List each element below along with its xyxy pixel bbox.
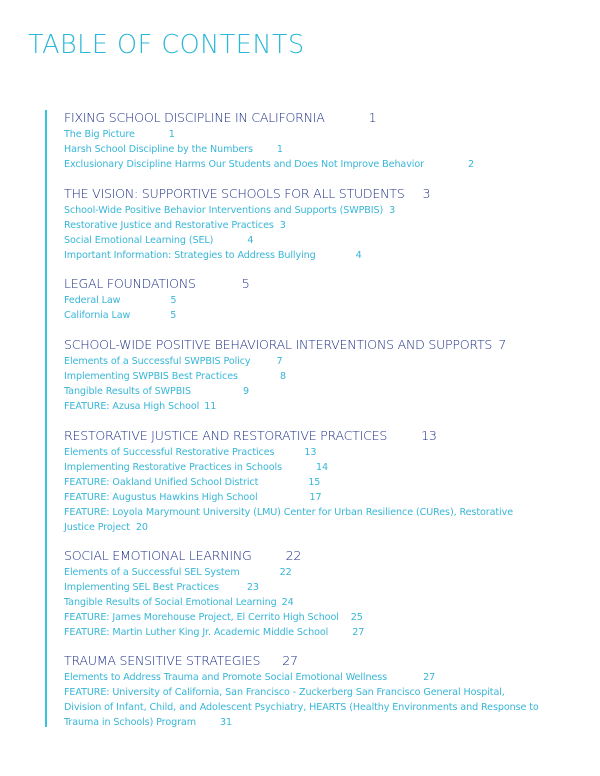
toc-entry-label: FEATURE: Azusa High School: [64, 401, 200, 412]
toc-entry[interactable]: [64, 460, 544, 475]
toc-section-swpbis: [64, 336, 544, 414]
section-page-number: 27: [282, 653, 298, 668]
toc-entry[interactable]: [64, 293, 544, 308]
toc-entry[interactable]: [64, 308, 544, 323]
section-heading[interactable]: [64, 109, 544, 127]
section-heading[interactable]: [64, 275, 544, 293]
section-heading-label: FIXING SCHOOL DISCIPLINE IN CALIFORNIA: [64, 110, 325, 125]
toc-entry-label: Implementing Restorative Practices in Schools: [64, 462, 282, 473]
section-page-number: 5: [241, 276, 250, 291]
toc-section-fixing-school-discipline: [64, 109, 544, 172]
toc-entry-label: Tangible Results of Social Emotional Learning: [64, 597, 277, 608]
toc-entry-label: Elements of a Successful SWPBIS Policy: [64, 356, 251, 367]
toc-entry[interactable]: [64, 490, 544, 505]
toc-entry[interactable]: [64, 203, 544, 218]
toc-entry-label: Social Emotional Learning (SEL): [64, 235, 214, 246]
toc-entry-page: 25: [350, 612, 363, 623]
toc-entry-label: California Law: [64, 310, 131, 321]
toc-entry-page: 1: [168, 129, 175, 140]
toc-entry-label: FEATURE: Martin Luther King Jr. Academic Middle School: [64, 627, 329, 638]
toc-entry[interactable]: [64, 399, 544, 414]
toc-entry[interactable]: [64, 369, 544, 384]
toc-entry-label: Elements to Address Trauma and Promote Social Emotional Wellness: [64, 672, 388, 683]
toc-entry-label: The Big Picture: [64, 129, 135, 140]
page-title: TABLE OF CONTENTS: [28, 30, 305, 60]
toc-entry[interactable]: [64, 565, 544, 580]
toc-entry[interactable]: [64, 595, 544, 610]
toc-entry-page: 3: [389, 205, 396, 216]
toc-entry-label: FEATURE: James Morehouse Project, El Cerrito High School: [64, 612, 339, 623]
toc-entry[interactable]: [64, 610, 544, 625]
section-heading[interactable]: [64, 336, 544, 354]
toc-entry[interactable]: [64, 142, 544, 157]
toc-entry-page: 8: [279, 371, 286, 382]
toc-entry[interactable]: [64, 384, 544, 399]
toc-entry-page: 20: [135, 522, 148, 533]
toc-entry-label: Implementing SWPBIS Best Practices: [64, 371, 238, 382]
section-heading-label: SOCIAL EMOTIONAL LEARNING: [64, 548, 252, 563]
toc-entry-page: 27: [352, 627, 365, 638]
toc-section-restorative-justice: [64, 427, 544, 535]
toc-entry-label: FEATURE: Loyola Marymount University (LMU) Center for Urban Resilience (CURes), Restorative Justice Project: [64, 507, 513, 533]
vertical-rule: [45, 110, 47, 727]
toc-entry-page: 11: [204, 401, 217, 412]
toc-entry-page: 27: [423, 672, 436, 683]
section-heading-label: LEGAL FOUNDATIONS: [64, 276, 196, 291]
toc-entry-page: 17: [309, 492, 322, 503]
toc-section-social-emotional-learning: [64, 547, 544, 640]
toc-entry-page: 15: [308, 477, 321, 488]
toc-entry[interactable]: [64, 218, 544, 233]
section-heading[interactable]: [64, 427, 544, 445]
section-heading[interactable]: [64, 547, 544, 565]
section-heading-label: SCHOOL-WIDE POSITIVE BEHAVIORAL INTERVENTIONS AND SUPPORTS: [64, 337, 493, 352]
toc-entry-label: FEATURE: Oakland Unified School District: [64, 477, 259, 488]
toc-entry-label: Exclusionary Discipline Harms Our Students and Does Not Improve Behavior: [64, 159, 424, 170]
toc-entry-label: Elements of Successful Restorative Practices: [64, 447, 275, 458]
toc-entry-label: FEATURE: University of California, San Francisco - Zuckerberg San Francisco General Hospital, Division of Infant, Child, and Adolescent Psychiatry, HEARTS (Healthy Environments and Response to Trauma in Schools) Program: [64, 687, 539, 728]
toc-entry-label: Restorative Justice and Restorative Practices: [64, 220, 274, 231]
toc-entry-page: 13: [304, 447, 317, 458]
toc-entry-page: 9: [242, 386, 249, 397]
toc-entry-label: Harsh School Discipline by the Numbers: [64, 144, 253, 155]
toc-entry-label: Elements of a Successful SEL System: [64, 567, 240, 578]
toc-entry-page: 5: [170, 310, 177, 321]
toc-entry[interactable]: [64, 580, 544, 595]
section-page-number: 7: [498, 337, 506, 352]
toc-entry-label: Federal Law: [64, 295, 121, 306]
toc-entry-label: Tangible Results of SWPBIS: [64, 386, 191, 397]
section-page-number: 1: [368, 110, 377, 125]
toc-entry[interactable]: [64, 157, 544, 172]
toc-entry-page: 22: [279, 567, 292, 578]
toc-entry-page: 31: [219, 717, 232, 728]
toc-entry-page: 4: [355, 250, 362, 261]
section-heading-label: RESTORATIVE JUSTICE AND RESTORATIVE PRACTICES: [64, 428, 388, 443]
toc-entry[interactable]: [64, 670, 544, 685]
toc-entry[interactable]: [64, 354, 544, 369]
toc-entry[interactable]: [64, 685, 544, 730]
section-page-number: 13: [421, 428, 437, 443]
toc-entry[interactable]: [64, 505, 544, 535]
section-page-number: 22: [285, 548, 302, 563]
toc-entry[interactable]: [64, 445, 544, 460]
toc-entry-label: Important Information: Strategies to Address Bullying: [64, 250, 316, 261]
toc-entry[interactable]: [64, 248, 544, 263]
toc-entry-label: School-Wide Positive Behavior Interventions and Supports (SWPBIS): [64, 205, 384, 216]
toc-entry-page: 1: [276, 144, 283, 155]
toc-entry[interactable]: [64, 127, 544, 142]
toc-entry-page: 7: [276, 356, 283, 367]
toc-entry-label: Implementing SEL Best Practices: [64, 582, 219, 593]
toc-section-legal-foundations: [64, 275, 544, 323]
toc-entry-page: 23: [246, 582, 259, 593]
toc-entry-page: 3: [279, 220, 286, 231]
toc-entry-page: 5: [170, 295, 177, 306]
section-heading[interactable]: [64, 652, 544, 670]
toc-entry[interactable]: [64, 625, 544, 640]
toc-entry[interactable]: [64, 233, 544, 248]
section-heading[interactable]: [64, 185, 544, 203]
table-of-contents: [64, 109, 544, 728]
toc-entry-page: 4: [247, 235, 254, 246]
section-heading-label: THE VISION: SUPPORTIVE SCHOOLS FOR ALL STUDENTS: [64, 186, 405, 201]
toc-section-the-vision: [64, 185, 544, 263]
toc-entry-page: 2: [467, 159, 474, 170]
toc-entry-label: FEATURE: Augustus Hawkins High School: [64, 492, 258, 503]
toc-entry[interactable]: [64, 475, 544, 490]
toc-entry-page: 24: [281, 597, 294, 608]
section-page-number: 3: [422, 186, 431, 201]
toc-entry-page: 14: [315, 462, 328, 473]
section-heading-label: TRAUMA SENSITIVE STRATEGIES: [64, 653, 261, 668]
toc-section-trauma-sensitive-strategies: [64, 652, 544, 730]
